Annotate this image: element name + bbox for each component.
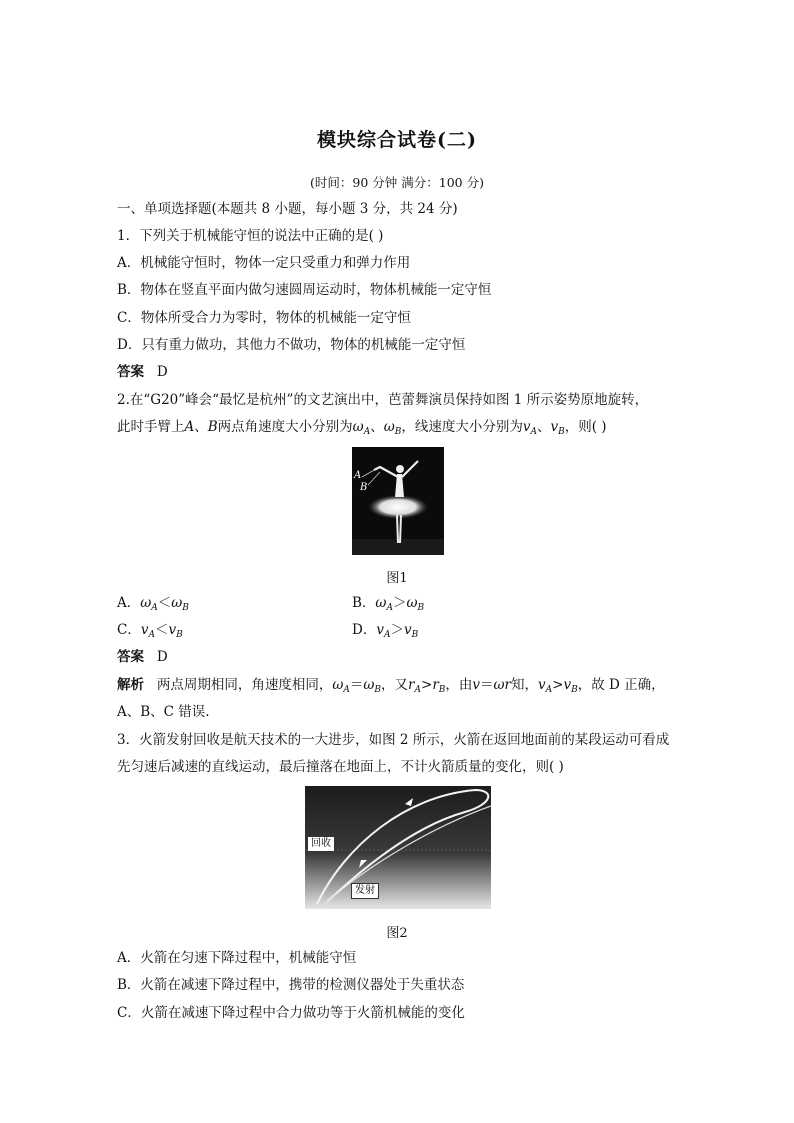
answer-label: 答案 — [117, 364, 144, 380]
question-2-answer — [117, 647, 168, 667]
question-1-answer — [117, 362, 168, 382]
question-3-option-a: A．火箭在匀速下降过程中，机械能守恒 — [117, 950, 357, 966]
question-1-option-d: D．只有重力做功，其他力不做功，物体的机械能一定守恒 — [117, 337, 466, 353]
question-2-stem-line1: 2.在“G20”峰会“最忆是杭州”的文艺演出中，芭蕾舞演员保持如图 1 所示姿势原地旋转， — [117, 392, 649, 408]
rocket-trajectory-figure — [305, 786, 491, 909]
question-2-analysis-line1: 解析 两点周期相同，角速度相同，$\omega_A=\omega_B$，又$r_A>r_B$，由v＝ωr知，$v_A>v_B$，故 D 正确， — [117, 677, 665, 695]
question-3-option-b: B．火箭在减速下降过程中，携带的检测仪器处于失重状态 — [117, 977, 465, 993]
answer-value: D — [156, 649, 168, 665]
question-2-option-b: B．$\omega_A>\omega_B$ — [352, 595, 425, 613]
question-2-analysis-line2: A、B、C 错误. — [117, 704, 210, 720]
question-1-option-c: C．物体所受合力为零时，物体的机械能一定守恒 — [117, 310, 411, 326]
point-a-label: A — [354, 470, 362, 481]
question-3-stem-line1: 3．火箭发射回收是航天技术的一大进步，如图 2 所示，火箭在返回地面前的某段运动可看成 — [117, 732, 670, 748]
ballerina-image — [352, 447, 444, 555]
question-2-stem-line2: 此时手臂上A、B两点角速度大小分别为$\omega_A$、$\omega_B$，线速度大小分别为$v_A$、$v_B$，则( ) — [117, 419, 607, 437]
question-3-option-c: C．火箭在减速下降过程中合力做功等于火箭机械能的变化 — [117, 1005, 465, 1021]
question-2-option-c: C．$v_A<v_B$ — [117, 622, 183, 640]
question-2-option-d: D．$v_A>v_B$ — [352, 622, 419, 640]
launch-label: 发射 — [351, 883, 379, 899]
question-1-option-b: B．物体在竖直平面内做匀速圆周运动时，物体机械能一定守恒 — [117, 282, 492, 298]
recover-label: 回收 — [307, 836, 335, 852]
figure-2-caption: 图2 — [386, 926, 408, 941]
figure-1-caption: 图1 — [386, 571, 408, 586]
exam-info: (时间：90 分钟 满分：100 分) — [310, 175, 484, 190]
answer-value: D — [156, 364, 168, 380]
question-1-stem: 1．下列关于机械能守恒的说法中正确的是( ) — [117, 228, 384, 244]
page-title: 模块综合试卷(二) — [317, 129, 477, 151]
ballerina-figure — [352, 447, 444, 555]
question-2-option-a: A．$\omega_A<\omega_B$ — [117, 595, 189, 613]
question-3-stem-line2: 先匀速后减速的直线运动，最后撞落在地面上，不计火箭质量的变化，则( ) — [117, 759, 564, 775]
answer-label: 答案 — [117, 649, 144, 665]
question-1-option-a: A．机械能守恒时，物体一定只受重力和弹力作用 — [117, 255, 411, 271]
section-heading: 一、单项选择题(本题共 8 小题，每小题 3 分，共 24 分) — [117, 201, 458, 217]
point-b-label: B — [360, 482, 368, 493]
